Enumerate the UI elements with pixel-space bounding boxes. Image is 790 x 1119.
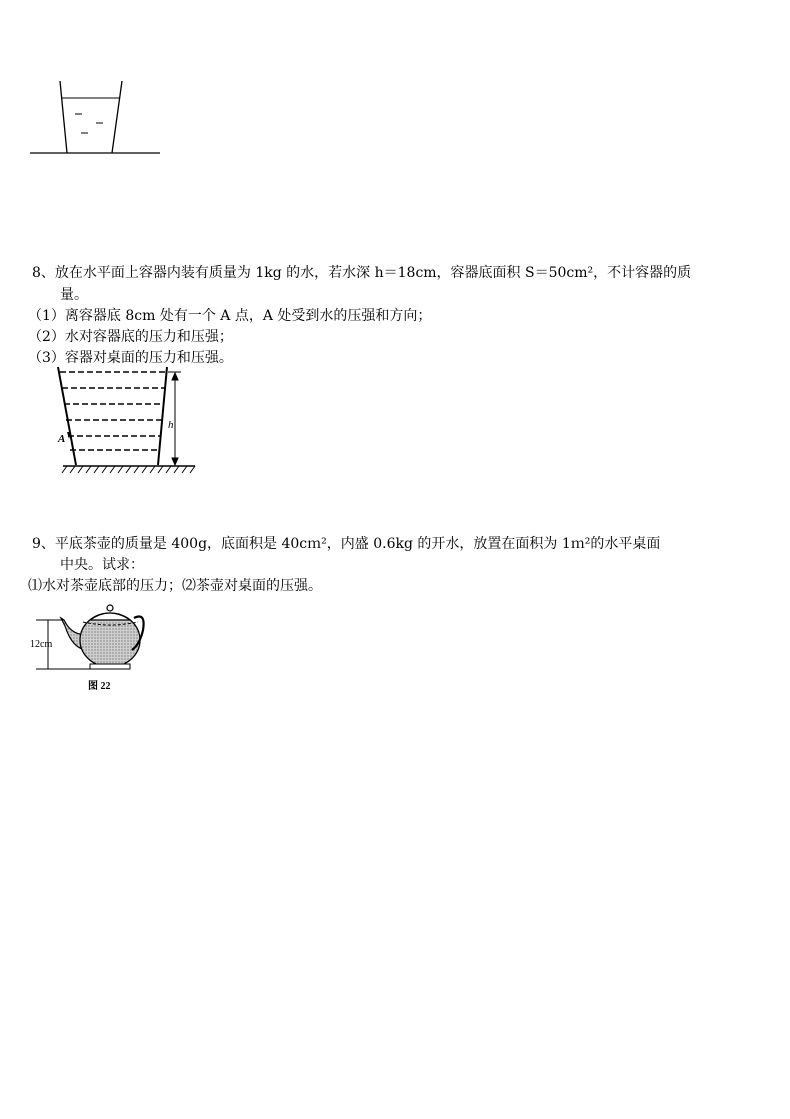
- q8-part-1: （1）离容器底 8cm 处有一个 A 点，A 处受到水的压强和方向；: [28, 308, 432, 324]
- q8-part-3: （3）容器对桌面的压力和压强。: [28, 350, 233, 366]
- q8-text-line1: 8、放在水平面上容器内装有质量为 1kg 的水，若水深 h＝18cm，容器底面积 S＝50cm²，不计容器的质: [32, 265, 692, 281]
- q9-text-line3: ⑴水对茶壶底部的压力；⑵茶壶对桌面的压强。: [28, 578, 322, 594]
- q8-part-2: （2）水对容器底的压力和压强；: [28, 329, 233, 345]
- water-layers: [60, 372, 166, 450]
- ground-hatch: [62, 466, 195, 473]
- q9-text-line2: 中央。试求：: [60, 557, 144, 573]
- point-a-label: A: [58, 433, 66, 445]
- teapot-lid: [90, 613, 130, 620]
- height-label: h: [168, 419, 174, 431]
- container-figure-top: [30, 78, 165, 158]
- container-right-wall: [158, 367, 167, 465]
- teapot-body: [80, 613, 140, 667]
- teapot-base: [90, 664, 130, 669]
- q9-text-line1: 9、平底茶壶的质量是 400g，底面积是 40cｍ²，内盛 0.6kg 的开水，放置在面积为 1ｍ²的水平桌面: [32, 536, 661, 552]
- figure-caption: 图 22: [88, 681, 111, 692]
- teapot-figure: [28, 598, 148, 672]
- container-figure-q8: [55, 362, 200, 480]
- teapot-knob: [107, 605, 113, 611]
- container-right-wall: [112, 81, 122, 153]
- q8-text-line2: 量。: [60, 287, 88, 303]
- teapot-height-label: 12cm: [30, 639, 53, 650]
- container-left-wall: [60, 81, 67, 153]
